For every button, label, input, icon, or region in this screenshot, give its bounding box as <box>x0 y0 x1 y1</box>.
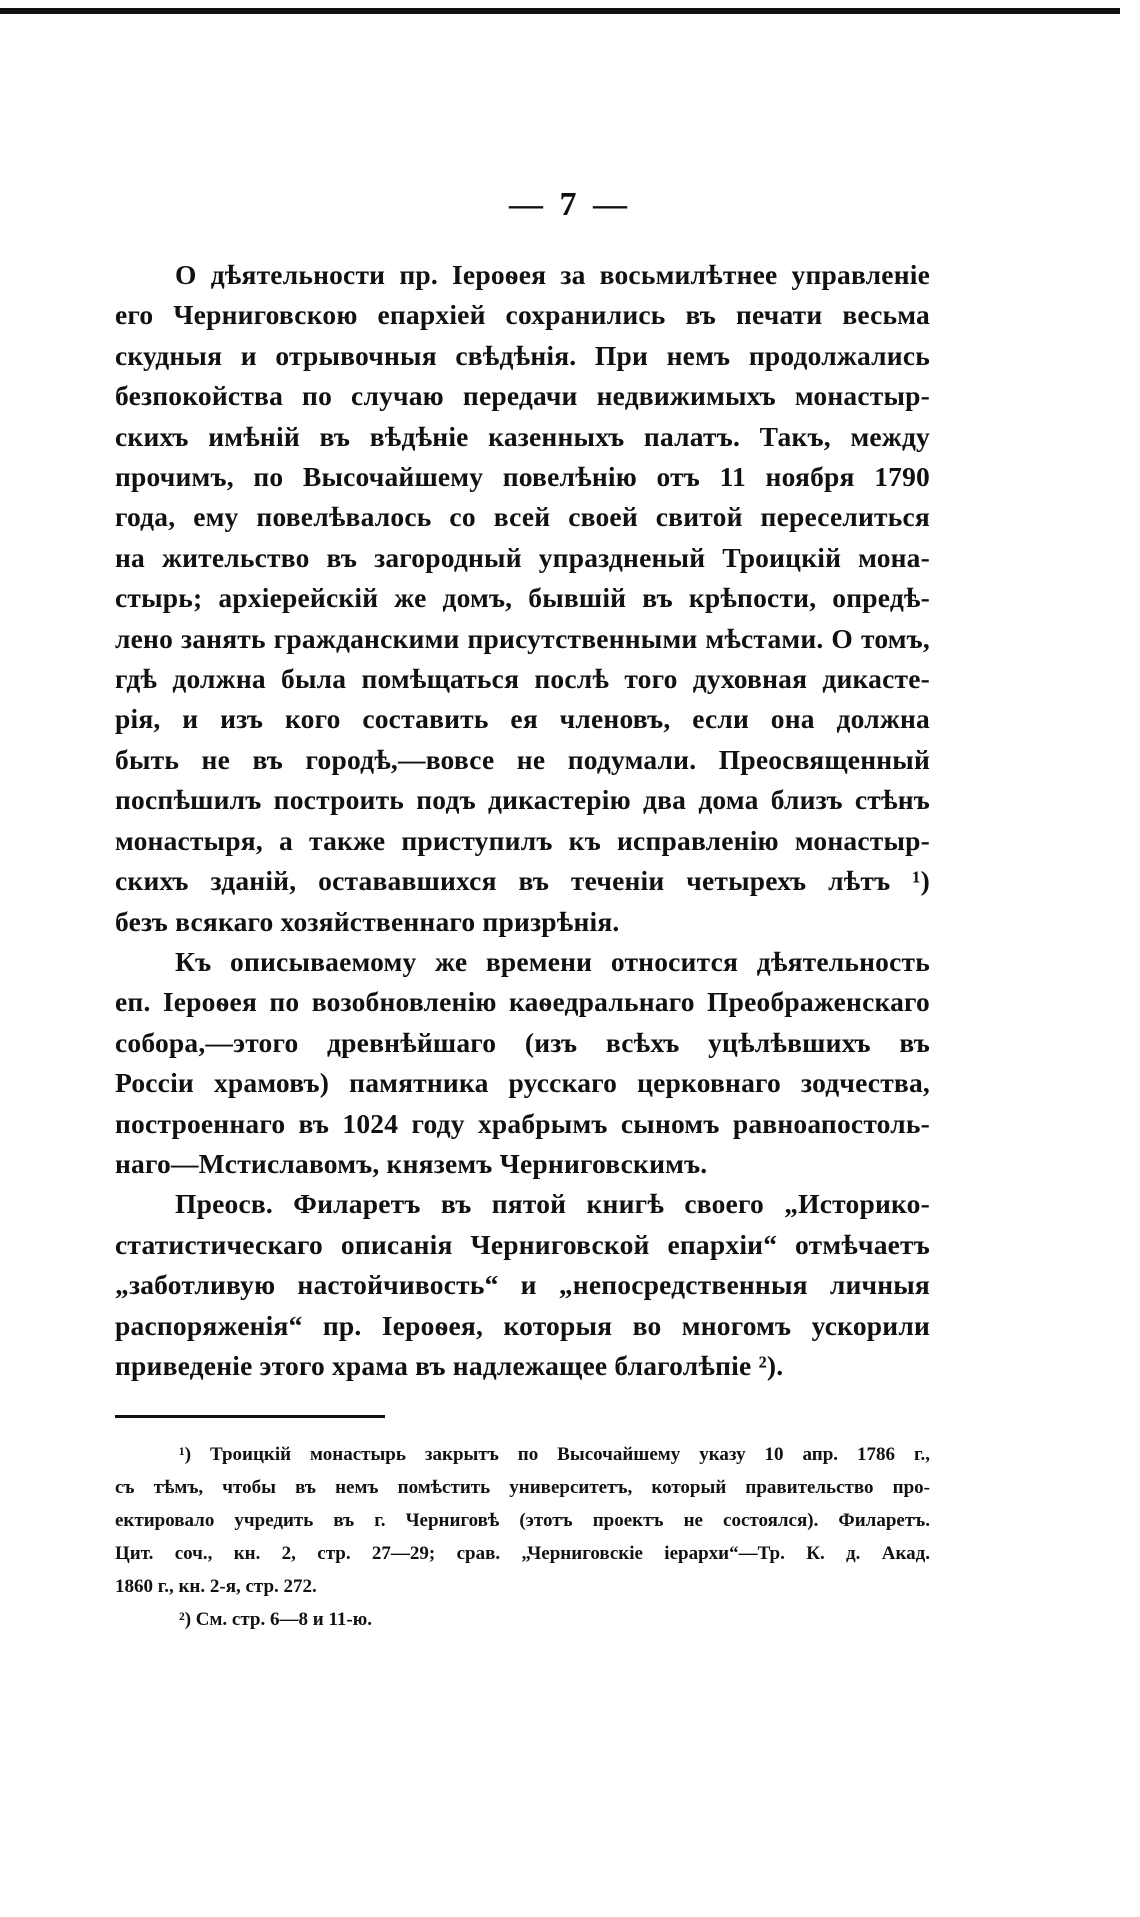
text-line: приведеніе этого храма въ надлежащее благолѣпіе ²). <box>115 1349 784 1381</box>
footnote-line: ¹) Троицкій монастырь закрытъ по Высочайшему указу 10 апр. 1786 г., <box>179 1444 930 1465</box>
top-border-rule <box>0 8 1120 14</box>
text-line: монастыря, а также приступилъ къ исправленію монастыр- <box>115 824 930 856</box>
footnote-divider <box>115 1415 385 1418</box>
text-line: поспѣшилъ построить подъ дикастерію два дома близъ стѣнъ <box>115 784 930 816</box>
footnote-line: съ тѣмъ, чтобы въ немъ помѣстить университетъ, который правительство про- <box>115 1477 930 1498</box>
footnote-2 <box>115 1603 930 1636</box>
text-line: на жительство въ загородный упраздненый Троицкій мона- <box>115 541 930 573</box>
text-line: „заботливую настойчивость“ и „непосредственныя личныя <box>115 1269 930 1301</box>
footnote-line: Цит. соч., кн. 2, стр. 27—29; срав. „Черниговскіе іерархи“—Тр. К. д. Акад. <box>115 1543 930 1564</box>
page-number: — 7 — <box>509 186 631 223</box>
text-line: построеннаго въ 1024 году храбрымъ сыномъ равноапостоль- <box>115 1107 930 1139</box>
text-line: скудныя и отрывочныя свѣдѣнія. При немъ продолжались <box>115 339 930 371</box>
text-line: собора,—этого древнѣйшаго (изъ всѣхъ уцѣлѣвшихъ въ <box>115 1026 930 1058</box>
text-line: скихъ имѣній въ вѣдѣніе казенныхъ палатъ. Такъ, между <box>115 420 930 452</box>
text-line: скихъ зданій, остававшихся въ теченіи четырехъ лѣтъ ¹) <box>115 865 930 897</box>
text-line: гдѣ должна была помѣщаться послѣ того духовная дикасте- <box>115 663 930 695</box>
footnote-line: ²) См. стр. 6—8 и 11-ю. <box>179 1609 372 1630</box>
text-line: наго—Мстиславомъ, княземъ Черниговскимъ. <box>115 1147 708 1179</box>
text-line: безъ всякаго хозяйственнаго призрѣнія. <box>115 905 620 937</box>
text-line: еп. Іероѳея по возобновленію каѳедральнаго Преображенскаго <box>115 986 930 1018</box>
text-line: Россіи храмовъ) памятника русскаго церковнаго зодчества, <box>115 1067 930 1099</box>
text-line: рія, и изъ кого составить ея членовъ, если она должна <box>115 703 930 735</box>
text-line: года, ему повелѣвалось со всей своей свитой переселиться <box>115 501 930 533</box>
footnote-line: 1860 г., кн. 2-я, стр. 272. <box>115 1576 317 1597</box>
text-line: Къ описываемому же времени относится дѣятельность <box>175 945 930 977</box>
paragraph-2 <box>115 942 930 1184</box>
text-line: Преосв. Филаретъ въ пятой книгѣ своего „Историко- <box>175 1188 930 1220</box>
text-line: безпокойства по случаю передачи недвижимыхъ монастыр- <box>115 380 930 412</box>
paragraph-1 <box>115 255 930 942</box>
footnote-line: ектировало учредить въ г. Черниговѣ (этотъ проектъ не состоялся). Филаретъ. <box>115 1510 930 1531</box>
text-line: лено занять гражданскими присутственными мѣстами. О томъ, <box>115 622 930 654</box>
main-text <box>115 255 930 1386</box>
footnotes <box>115 1438 930 1636</box>
text-line: прочимъ, по Высочайшему повелѣнію отъ 11 ноября 1790 <box>115 461 930 493</box>
text-line: распоряженія“ пр. Іероѳея, которыя во многомъ ускорили <box>115 1309 930 1341</box>
text-line: стырь; архіерейскій же домъ, бывшій въ крѣпости, опредѣ- <box>115 582 930 614</box>
text-line: О дѣятельности пр. Іероѳея за восьмилѣтнее управленіе <box>175 259 930 290</box>
text-line: статистическаго описанія Черниговской епархіи“ отмѣчаетъ <box>115 1228 930 1260</box>
paragraph-3 <box>115 1184 930 1386</box>
text-line: его Черниговскою епархіей сохранились въ печати весьма <box>115 299 930 331</box>
footnote-1 <box>115 1438 930 1603</box>
text-line: быть не въ городѣ,—вовсе не подумали. Преосвященный <box>115 743 930 775</box>
